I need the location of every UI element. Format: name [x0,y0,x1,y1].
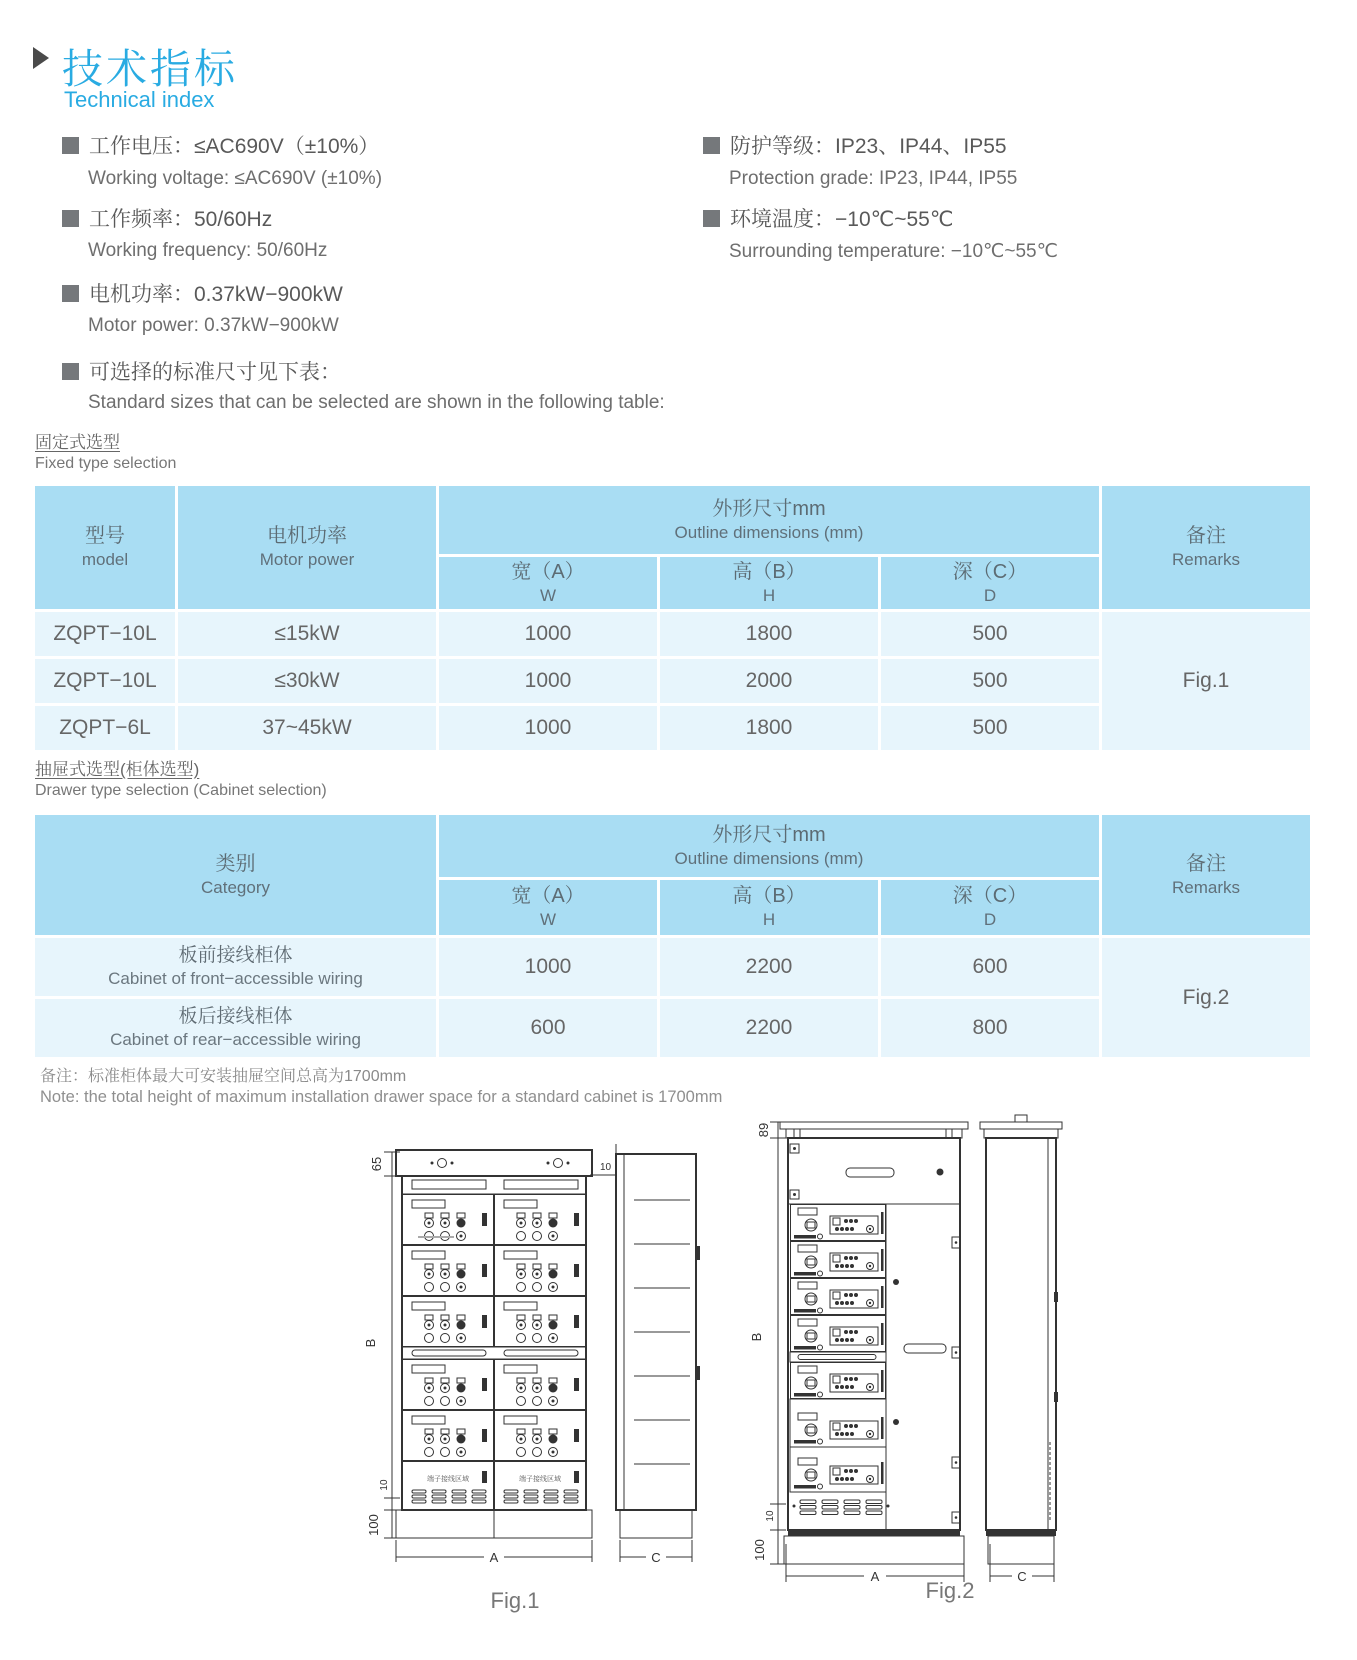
page-title: 技术指标 [62,46,238,92]
col-header-width: 宽（A） W [439,880,657,935]
fig2-drawing [728,1092,1068,1588]
spec-motor-power-cn: 电机功率：0.37kW−900kW [89,283,343,306]
spec-working-voltage [62,130,379,160]
col-header-remarks: 备注 Remarks [1102,486,1310,609]
fig2-caption: Fig.2 [925,1578,975,1603]
spec-working-voltage-en: Working voltage: ≤AC690V (±10%) [88,168,383,189]
cell-height: 2200 [660,938,878,996]
cell-remark-fig1: Fig.1 [1102,612,1310,750]
spec-protection-grade-en: Protection grade: IP23, IP44, IP55 [729,168,1018,189]
cell-power: ≤15kW [178,612,436,656]
fixed-type-table [35,486,1310,750]
spec-working-frequency-cn: 工作频率：50/60Hz [89,208,273,231]
spec-table-intro-en: Standard sizes that can be selected are shown in the following table: [88,392,665,413]
cell-height: 1800 [660,706,878,750]
cell-depth: 500 [881,706,1099,750]
drawer-type-table [35,815,1310,1057]
col-header-outline-dimensions: 外形尺寸mm Outline dimensions (mm) [439,486,1099,554]
fig1-dim-height: B [363,1338,378,1348]
cell-height: 2200 [660,999,878,1057]
col-header-width: 宽（A） W [439,557,657,609]
fig2-dim-width-front: A [870,1569,880,1584]
col-header-model: 型号 model [35,486,175,609]
fig2-dim-width-side: C [1017,1569,1027,1584]
cell-power: 37~45kW [178,706,436,750]
spec-working-voltage-cn: 工作电压：≤AC690V（±10%） [89,135,380,158]
cell-height: 2000 [660,659,878,703]
spec-table-intro-cn: 可选择的标准尺寸见下表： [89,361,341,384]
fixed-section-title-en: Fixed type selection [35,455,177,472]
fig2-vent-section [793,1500,890,1515]
fig1-dim-small-top: 10 [600,1162,612,1173]
cell-category-front-wiring: 板前接线柜体 Cabinet of front−accessible wiring [35,938,436,996]
fig2-top-rail [780,1122,968,1129]
fig1-dim-base: 100 [366,1514,381,1536]
fig1-dim-small: 10 [379,1479,390,1491]
square-bullet-icon [62,210,79,227]
cell-depth: 500 [881,659,1099,703]
spec-motor-power [62,278,343,308]
cell-depth: 600 [881,938,1099,996]
spec-surrounding-temp-en: Surrounding temperature: −10℃~55℃ [729,241,1058,262]
page-subtitle: Technical index [64,87,215,112]
spec-protection-grade [703,130,1007,160]
fig2-dim-small: 10 [765,1510,776,1522]
col-header-height: 高（B） H [660,557,878,609]
cell-power: ≤30kW [178,659,436,703]
drawer-section-title-cn: 抽屉式选型(柜体选型) [35,760,200,779]
table-note-en: Note: the total height of maximum installation drawer space for a standard cabinet is 1700mm [40,1088,723,1106]
square-bullet-icon [62,137,79,154]
drawer-section-title-en: Drawer type selection (Cabinet selection) [35,782,327,799]
fig1-dim-width-front: A [489,1550,499,1565]
fig2-base [784,1536,964,1564]
spec-motor-power-en: Motor power: 0.37kW−900kW [88,315,339,336]
col-header-outline-dimensions: 外形尺寸mm Outline dimensions (mm) [439,815,1099,877]
fig2-dim-base: 100 [752,1539,767,1561]
fig2-cabinet-body [788,1138,960,1530]
fixed-section-title-cn: 固定式选型 [35,433,120,452]
fig1-drawing: 端子接线区域 65 B 10 100 10 A C [348,1128,720,1574]
cell-width: 1000 [439,706,657,750]
cell-width: 1000 [439,612,657,656]
square-bullet-icon [62,363,79,380]
cell-model: ZQPT−10L [35,612,175,656]
fig2-side-view [986,1138,1056,1530]
fig2-dim-height: B [749,1332,764,1342]
table-note-cn: 备注：标准柜体最大可安装抽屉空间总高为1700mm [40,1068,407,1085]
fig1-dim-width-side: C [651,1550,661,1565]
col-header-remarks: 备注 Remarks [1102,815,1310,935]
col-header-category: 类别 Category [35,815,436,935]
col-header-motor-power: 电机功率 Motor power [178,486,436,609]
spec-surrounding-temp [703,203,953,233]
spec-surrounding-temp-cn: 环境温度：−10℃~55℃ [730,208,954,231]
section-arrow-icon [33,47,49,69]
col-header-height: 高（B） H [660,880,878,935]
cell-model: ZQPT−6L [35,706,175,750]
fig2-dim-cap: 89 [756,1122,771,1138]
square-bullet-icon [62,285,79,302]
cell-model: ZQPT−10L [35,659,175,703]
cell-width: 600 [439,999,657,1057]
square-bullet-icon [703,210,720,227]
cell-remark-fig2: Fig.2 [1102,938,1310,1057]
fig1-caption: Fig.1 [490,1588,540,1613]
spec-working-frequency-en: Working frequency: 50/60Hz [88,240,328,261]
cell-category-rear-wiring: 板后接线柜体 Cabinet of rear−accessible wiring [35,999,436,1057]
cell-width: 1000 [439,938,657,996]
spec-protection-grade-cn: 防护等级：IP23、IP44、IP55 [730,135,1007,158]
cell-height: 1800 [660,612,878,656]
col-header-depth: 深（C） D [881,880,1099,935]
cell-width: 1000 [439,659,657,703]
fig1-dim-cap: 65 [369,1156,384,1172]
cell-depth: 500 [881,612,1099,656]
spec-working-frequency [62,203,272,233]
col-header-depth: 深（C） D [881,557,1099,609]
fig2-door-handle [904,1344,946,1353]
square-bullet-icon [703,137,720,154]
cell-depth: 800 [881,999,1099,1057]
spec-table-intro [62,356,341,386]
